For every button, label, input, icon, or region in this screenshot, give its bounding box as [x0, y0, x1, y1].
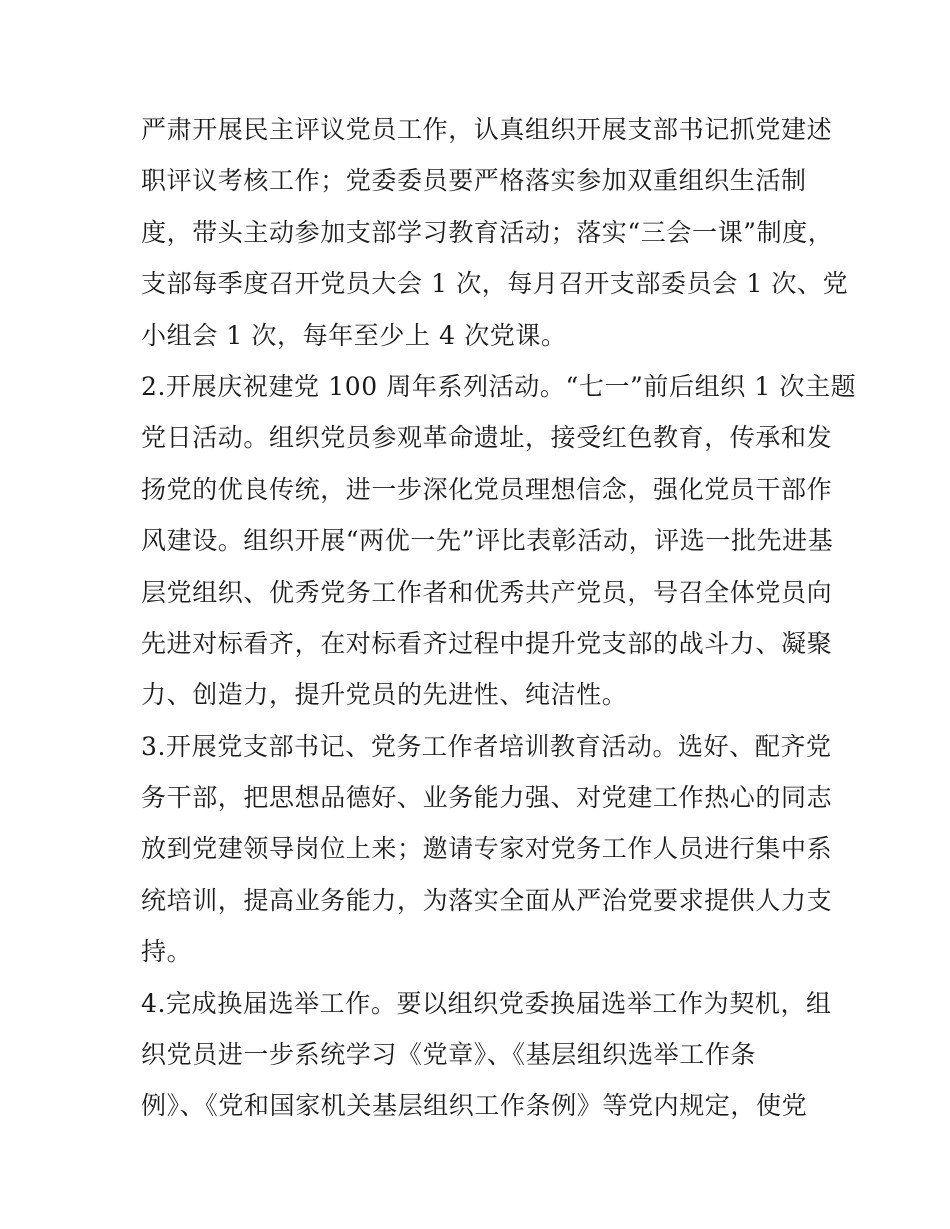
text-line: 统培训，提高业务能力，为落实全面从严治党要求提供人力支	[141, 885, 833, 915]
text-line: 务干部，把思想品德好、业务能力强、对党建工作热心的同志	[141, 783, 833, 813]
item-4-heading-line: 4.完成换届选举工作。要以组织党委换届选举工作为契机，组	[141, 988, 832, 1018]
text-line: 职评议考核工作；党委委员要严格落实参加双重组织生活制	[141, 166, 807, 196]
text-line: 党日活动。组织党员参观革命遗址，接受红色教育，传承和发	[141, 423, 833, 453]
text-line: 度，带头主动参加支部学习教育活动；落实“三会一课”制度，	[141, 217, 834, 247]
text-line: 扬党的优良传统，进一步深化党员理想信念，强化党员干部作	[141, 474, 833, 504]
text-line: 层党组织、优秀党务工作者和优秀共产党员，号召全体党员向	[141, 577, 833, 607]
document-body	[141, 104, 857, 1132]
text-line: 持。	[141, 937, 193, 967]
text-line: 严肃开展民主评议党员工作，认真组织开展支部书记抓党建述	[141, 115, 833, 144]
text-line: 放到党建领导岗位上来；邀请专家对党务工作人员进行集中系	[141, 834, 833, 864]
text-line: 织党员进一步系统学习《党章》、《基层组织选举工作条	[141, 1040, 757, 1070]
text-line: 例》、《党和国家机关基层组织工作条例》等党内规定，使党	[141, 1091, 808, 1121]
text-line: 支部每季度召开党员大会 1 次，每月召开支部委员会 1 次、党	[141, 269, 849, 299]
text-line: 小组会 1 次，每年至少上 4 次党课。	[141, 320, 567, 350]
item-2-heading-line: 2.开展庆祝建党 100 周年系列活动。“七一”前后组织 1 次主题	[141, 371, 857, 401]
item-3-heading-line: 3.开展党支部书记、党务工作者培训教育活动。选好、配齐党	[141, 731, 832, 761]
text-line: 力、创造力，提升党员的先进性、纯洁性。	[141, 680, 628, 710]
text-line: 先进对标看齐，在对标看齐过程中提升党支部的战斗力、凝聚	[141, 628, 833, 658]
text-line: 风建设。组织开展“两优一先”评比表彰活动，评选一批先进基	[141, 526, 834, 556]
